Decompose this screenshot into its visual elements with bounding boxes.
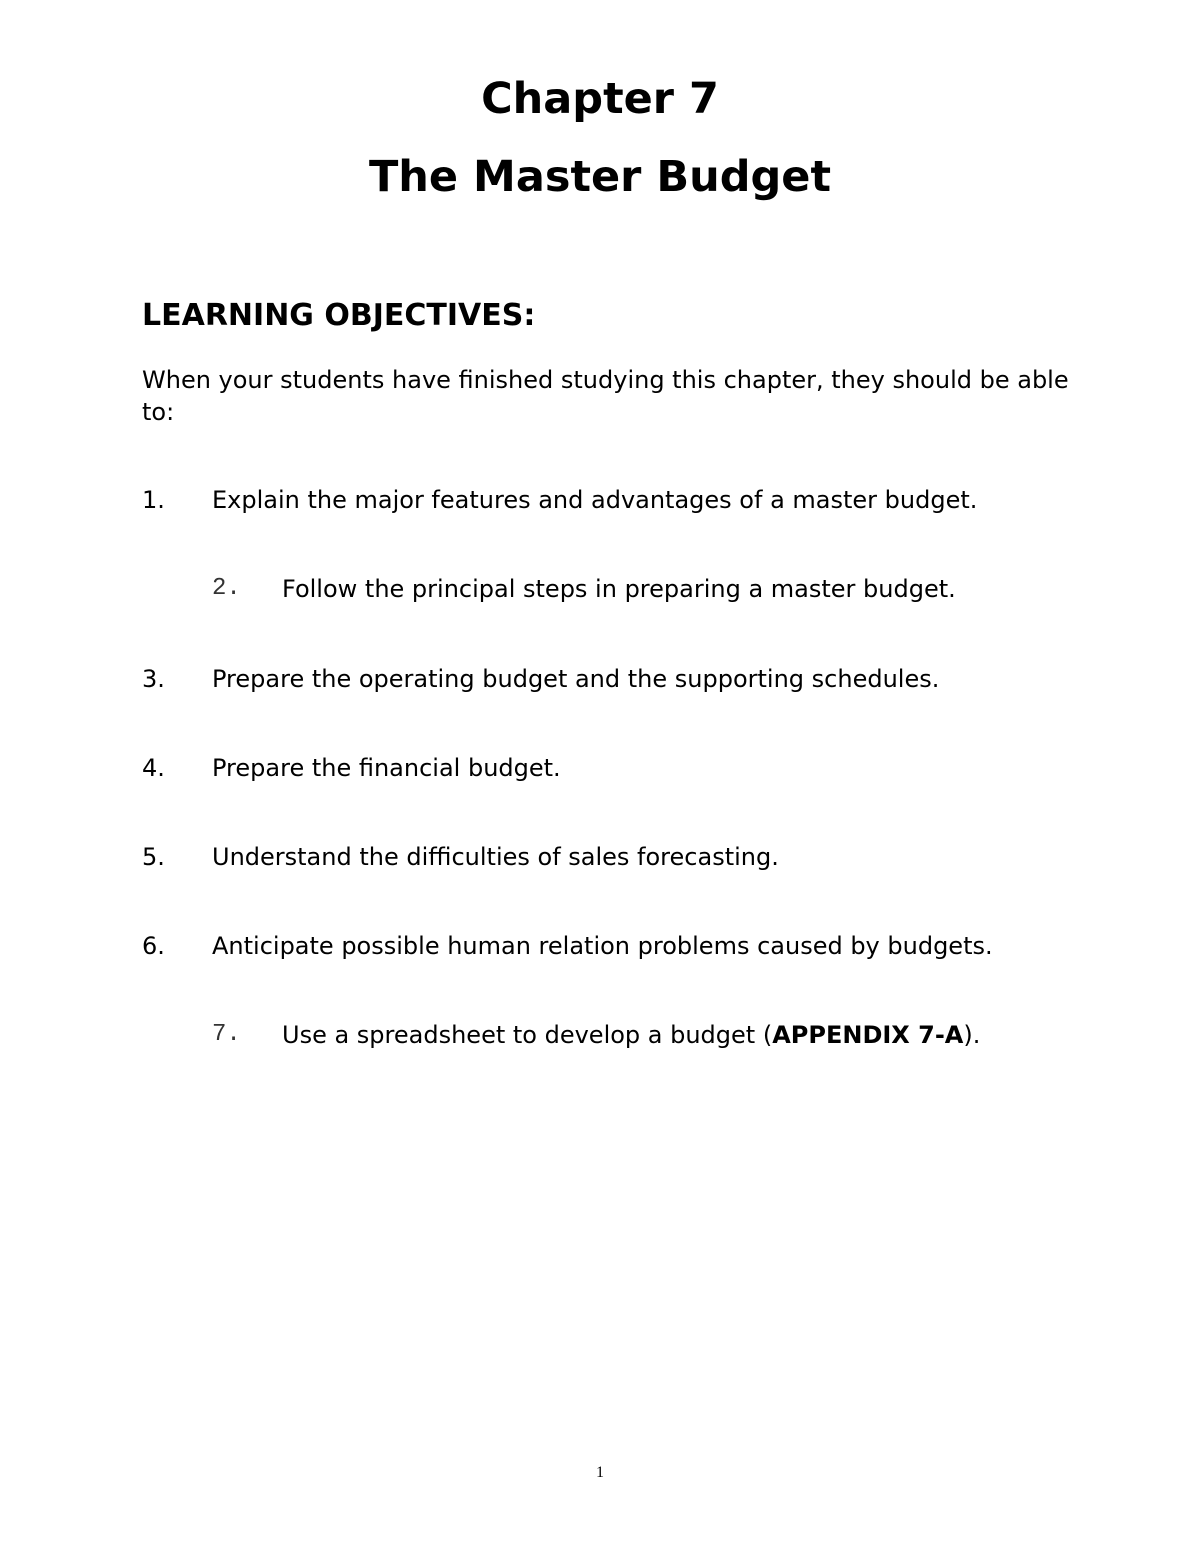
objective-number: 1. [142,486,165,514]
objective-text-after: ). [963,1021,981,1049]
intro-paragraph: When your students have finished studying this chapter, they should be able to: [142,366,1069,426]
page-number: 1 [596,1464,604,1481]
objective-number: 7. [212,1021,241,1048]
objective-number: 3. [142,665,165,693]
objective-text: Prepare the operating budget and the supporting schedules. [212,665,940,693]
objective-text: Prepare the financial budget. [212,754,561,782]
objective-text: Explain the major features and advantages of a master budget. [212,486,978,514]
objective-text: Understand the difficulties of sales forecasting. [212,843,779,871]
learning-objectives-heading: LEARNING OBJECTIVES: [142,298,536,333]
objective-text: Anticipate possible human relation problems caused by budgets. [212,932,993,960]
objective-text-before: Use a spreadsheet to develop a budget ( [282,1021,773,1049]
objective-number: 4. [142,754,165,782]
chapter-title: The Master Budget [368,152,832,202]
appendix-reference: APPENDIX 7-A [772,1021,964,1049]
objective-text: Follow the principal steps in preparing a master budget. [282,575,956,603]
chapter-number: Chapter 7 [481,74,719,124]
objective-text [282,1019,980,1051]
objective-number: 5. [142,843,165,871]
objective-number: 2. [212,575,241,602]
objective-number: 6. [142,932,165,960]
